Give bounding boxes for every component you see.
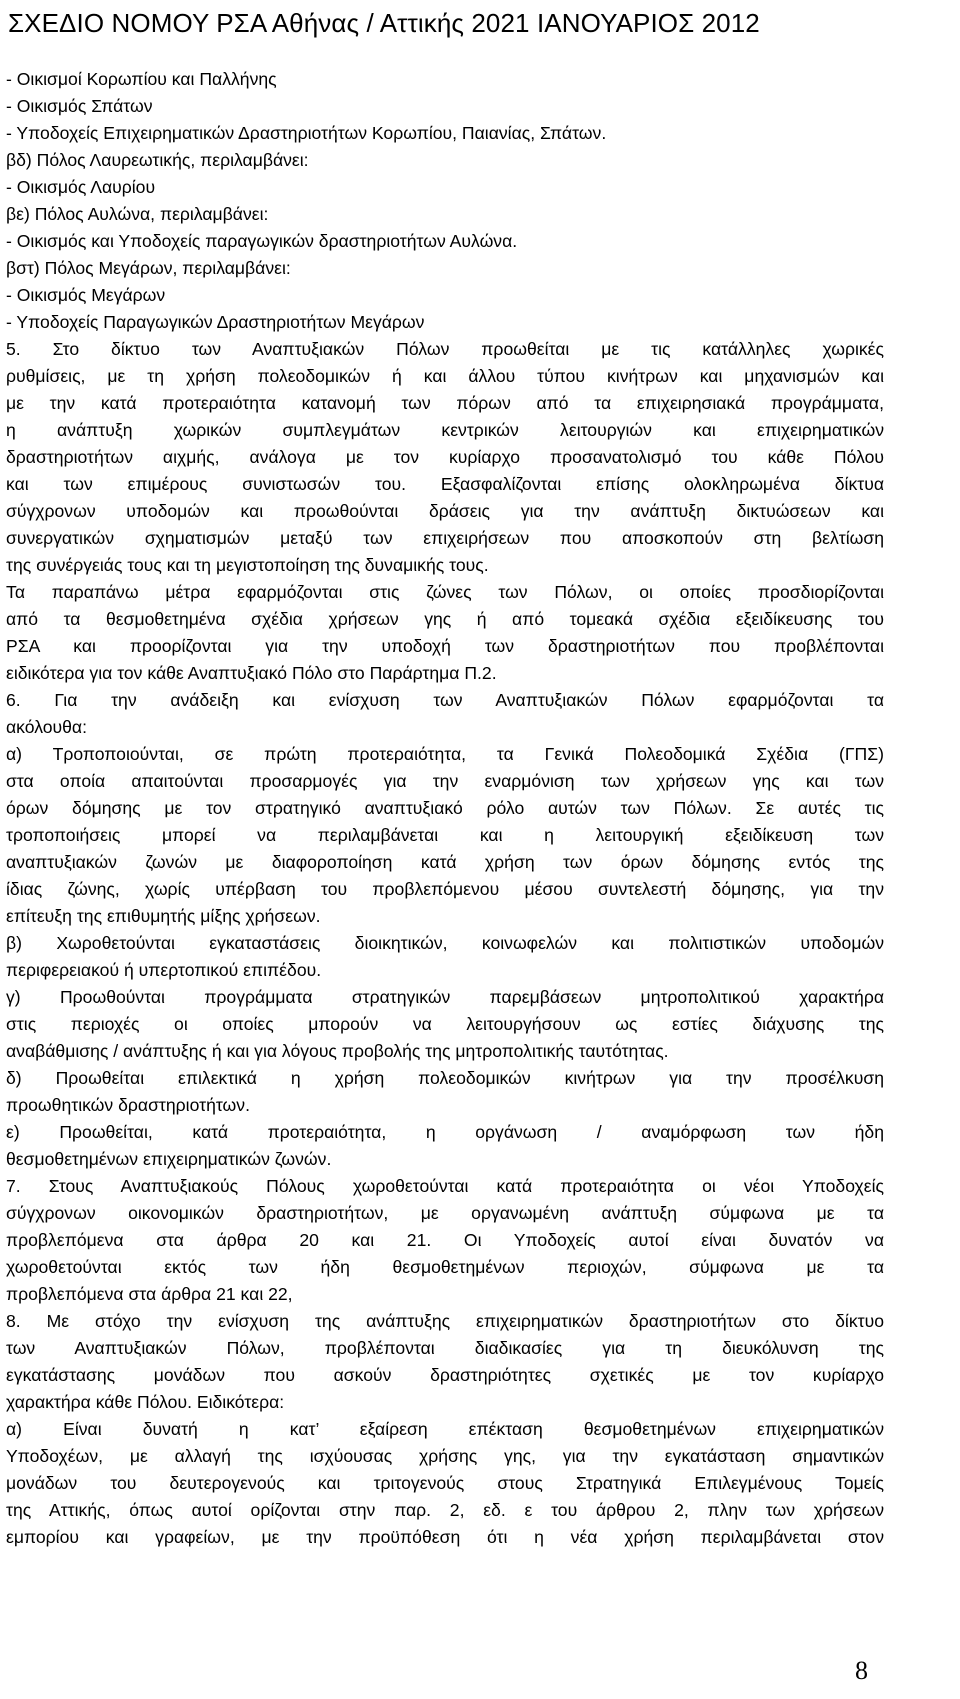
text-line: η ανάπτυξη χωρικών συμπλεγμάτων κεντρικών λειτουργιών και επιχειρηματικών: [6, 420, 884, 440]
text-line: με την κατά προτεραιότητα κατανομή των πόρων από τα επιχειρησιακά προγράμματα,: [6, 393, 884, 413]
text-line: της Αττικής, όπως αυτοί ορίζονται στην παρ. 2, εδ. ε του άρθρου 2, πλην των χρήσεων: [6, 1500, 884, 1520]
text-line: α) Τροποποιούνται, σε πρώτη προτεραιότητα, τα Γενικά Πολεοδομικά Σχέδια (ΓΠΣ): [6, 744, 884, 764]
text-line: σύγχρονων οικονομικών δραστηριοτήτων, με οργανωμένη ανάπτυξη σύμφωνα με τα: [6, 1203, 884, 1223]
text-line: 6. Για την ανάδειξη και ενίσχυση των Αναπτυξιακών Πόλων εφαρμόζονται τα: [6, 690, 884, 710]
text-line: γ) Προωθούνται προγράμματα στρατηγικών παρεμβάσεων μητροπολιτικού χαρακτήρα: [6, 987, 884, 1007]
text-line: - Οικισμός Μεγάρων: [6, 285, 166, 305]
text-line: 7. Στους Αναπτυξιακούς Πόλους χωροθετούνται κατά προτεραιότητα οι νέοι Υποδοχείς: [6, 1176, 884, 1196]
text-line: θεσμοθετημένων επιχειρηματικών ζωνών.: [6, 1149, 332, 1169]
text-line: μονάδων του δευτερογενούς και τριτογενούς στους Στρατηγικά Επιλεγμένους Τομείς: [6, 1473, 884, 1493]
text-line: δραστηριοτήτων αιχμής, ανάλογα με τον κυρίαρχο προσανατολισμό του κάθε Πόλου: [6, 447, 884, 467]
text-line: αναβάθμισης / ανάπτυξης ή και για λόγους προβολής της μητροπολιτικής ταυτότητας.: [6, 1041, 669, 1061]
text-line: στις περιοχές οι οποίες μπορούν να λειτουργήσουν ως εστίες διάχυσης της: [6, 1014, 884, 1034]
text-line: Υποδοχέων, με αλλαγή της ισχύουσας χρήσης γης, για την εγκατάσταση σημαντικών: [6, 1446, 884, 1466]
text-line: βε) Πόλος Αυλώνα, περιλαμβάνει:: [6, 204, 269, 224]
text-line: συνεργατικών σχηματισμών μεταξύ των επιχειρήσεων που αποσκοπούν στη βελτίωση: [6, 528, 884, 548]
text-line: - Υποδοχείς Επιχειρηματικών Δραστηριοτήτων Κορωπίου, Παιανίας, Σπάτων.: [6, 123, 607, 143]
text-line: της συνέργειάς τους και τη μεγιστοποίηση της δυναμικής τους.: [6, 555, 489, 575]
text-line: τροποποιήσεις μπορεί να περιλαμβάνεται και η λειτουργική εξειδίκευση των: [6, 825, 884, 845]
text-line: προβλεπόμενα στα άρθρα 21 και 22,: [6, 1284, 293, 1304]
text-line: περιφερειακού ή υπερτοπικού επιπέδου.: [6, 960, 322, 980]
text-line: - Οικισμός Σπάτων: [6, 96, 153, 116]
page-number: 8: [855, 1656, 868, 1685]
text-line: από τα θεσμοθετημένα σχέδια χρήσεων γης ή από τομεακά σχέδια εξειδίκευσης του: [6, 609, 884, 629]
text-line: εμπορίου και γραφείων, με την προϋπόθεση ότι η νέα χρήση περιλαμβάνεται στον: [6, 1527, 884, 1547]
text-line: βστ) Πόλος Μεγάρων, περιλαμβάνει:: [6, 258, 291, 278]
text-line: β) Χωροθετούνται εγκαταστάσεις διοικητικών, κοινωφελών και πολιτιστικών υποδομών: [6, 933, 884, 953]
text-line: ειδικότερα για τον κάθε Αναπτυξιακό Πόλο στο Παράρτημα Π.2.: [6, 663, 497, 683]
text-line: - Οικισμοί Κορωπίου και Παλλήνης: [6, 69, 277, 89]
text-line: α) Είναι δυνατή η κατ’ εξαίρεση επέκταση θεσμοθετημένων επιχειρηματικών: [6, 1419, 884, 1439]
text-line: επίτευξη της επιθυμητής μίξης χρήσεων.: [6, 906, 321, 926]
text-line: χαρακτήρα κάθε Πόλου. Ειδικότερα:: [6, 1392, 285, 1412]
text-line: ε) Προωθείται, κατά προτεραιότητα, η οργάνωση / αναμόρφωση των ήδη: [6, 1122, 884, 1142]
text-line: 8. Με στόχο την ενίσχυση της ανάπτυξης επιχειρηματικών δραστηριοτήτων στο δίκτυο: [6, 1311, 884, 1331]
text-line: ακόλουθα:: [6, 717, 87, 737]
text-line: - Οικισμός και Υποδοχείς παραγωγικών δραστηριοτήτων Αυλώνα.: [6, 231, 518, 251]
text-line: των Αναπτυξιακών Πόλων, προβλέπονται διαδικασίες για τη διευκόλυνση της: [6, 1338, 884, 1358]
text-line: ρυθμίσεις, με τη χρήση πολεοδομικών ή και άλλου τύπου κινήτρων και μηχανισμών και: [6, 366, 884, 386]
text-line: - Υποδοχείς Παραγωγικών Δραστηριοτήτων Μεγάρων: [6, 312, 425, 332]
text-line: Τα παραπάνω μέτρα εφαρμόζονται στις ζώνες των Πόλων, οι οποίες προσδιορίζονται: [6, 582, 884, 602]
page-header: ΣΧΕΔΙΟ ΝΟΜΟΥ ΡΣΑ Αθήνας / Αττικής 2021 ΙΑΝΟΥΑΡΙΟΣ 2012: [8, 8, 760, 38]
text-line: - Οικισμός Λαυρίου: [6, 177, 156, 197]
text-line: αναπτυξιακών ζωνών με διαφοροποίηση κατά χρήση των όρων δόμησης εντός της: [6, 852, 884, 872]
document-body: [6, 66, 884, 1551]
text-line: και των επιμέρους συνιστωσών του. Εξασφαλίζονται επίσης ολοκληρωμένα δίκτυα: [6, 474, 884, 494]
text-line: χωροθετούνται εκτός των ήδη θεσμοθετημένων περιοχών, σύμφωνα με τα: [6, 1257, 884, 1277]
text-line: βδ) Πόλος Λαυρεωτικής, περιλαμβάνει:: [6, 150, 309, 170]
text-line: σύγχρονων υποδομών και προωθούνται δράσεις για την ανάπτυξη δικτυώσεων και: [6, 501, 884, 521]
text-line: δ) Προωθείται επιλεκτικά η χρήση πολεοδομικών κινήτρων για την προσέλκυση: [6, 1068, 884, 1088]
text-line: όρων δόμησης με τον στρατηγικό αναπτυξιακό ρόλο αυτών των Πόλων. Σε αυτές τις: [6, 798, 884, 818]
text-line: 5. Στο δίκτυο των Αναπτυξιακών Πόλων προωθείται με τις κατάλληλες χωρικές: [6, 339, 884, 359]
text-line: στα οποία απαιτούνται προσαρμογές για την εναρμόνιση των χρήσεων γης και των: [6, 771, 884, 791]
text-line: ίδιας ζώνης, χωρίς υπέρβαση του προβλεπόμενου μέσου συντελεστή δόμησης, για την: [6, 879, 884, 899]
text-line: προβλεπόμενα στα άρθρα 20 και 21. Οι Υποδοχείς αυτοί είναι δυνατόν να: [6, 1230, 884, 1250]
text-line: προωθητικών δραστηριοτήτων.: [6, 1095, 250, 1115]
text-line: ΡΣΑ και προορίζονται για την υποδοχή των δραστηριοτήτων που προβλέπονται: [6, 636, 884, 656]
text-line: εγκατάστασης μονάδων που ασκούν δραστηριότητες σχετικές με τον κυρίαρχο: [6, 1365, 884, 1385]
